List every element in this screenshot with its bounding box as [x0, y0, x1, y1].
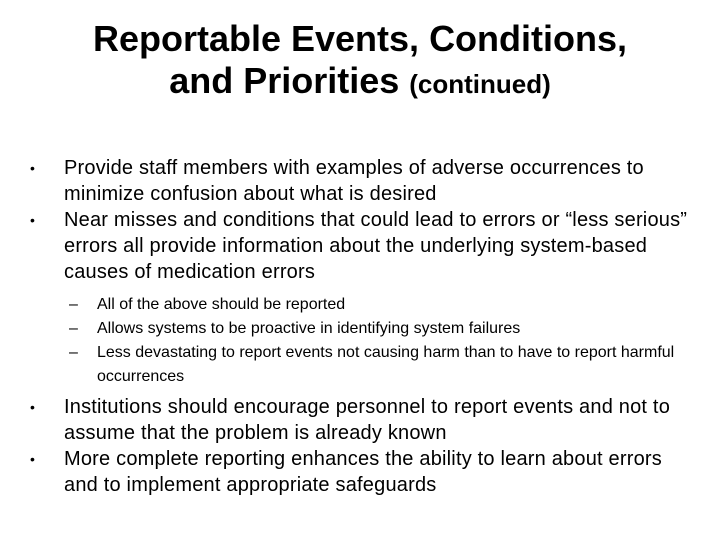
sub-bullet-item	[28, 341, 690, 389]
bullet-dot: •	[30, 160, 36, 176]
bullet-text: Institutions should encourage personnel to report events and not to assume that the problem is already known	[64, 396, 671, 444]
bullet-text: More complete reporting enhances the ability to learn about errors and to implement appropriate safeguards	[64, 448, 662, 496]
bullet-item	[28, 394, 690, 446]
sub-bullet-text: All of the above should be reported	[97, 296, 346, 313]
bullet-dot: •	[30, 399, 36, 415]
title-line-2	[0, 60, 720, 105]
bullet-item	[28, 207, 690, 285]
sub-bullet-dash: –	[69, 296, 78, 313]
bullet-text: Provide staff members with examples of adverse occurrences to minimize confusion about what is desired	[64, 157, 644, 205]
sub-bullet-text: Less devastating to report events not causing harm than to have to report harmful occurrences	[97, 344, 675, 385]
slide-title	[0, 18, 720, 105]
bullet-item	[28, 155, 690, 207]
bullet-dot: •	[30, 451, 36, 467]
sub-bullet-dash: –	[69, 320, 78, 337]
bullet-text: Near misses and conditions that could lead to errors or “less serious” errors all provide information about the underlying system-based causes of medication errors	[64, 209, 688, 283]
sub-bullet-list	[28, 293, 690, 389]
bullet-dot: •	[30, 212, 36, 228]
sub-bullet-dash: –	[69, 344, 78, 361]
bullet-item	[28, 446, 690, 498]
sub-bullet-item	[28, 293, 690, 317]
sub-bullet-text: Allows systems to be proactive in identifying system failures	[97, 320, 521, 337]
slide-body	[28, 155, 690, 498]
title-continued: (continued)	[409, 69, 551, 99]
title-line-2-main: and Priorities	[169, 60, 400, 101]
title-line-1: Reportable Events, Conditions,	[92, 18, 628, 59]
sub-bullet-item	[28, 317, 690, 341]
